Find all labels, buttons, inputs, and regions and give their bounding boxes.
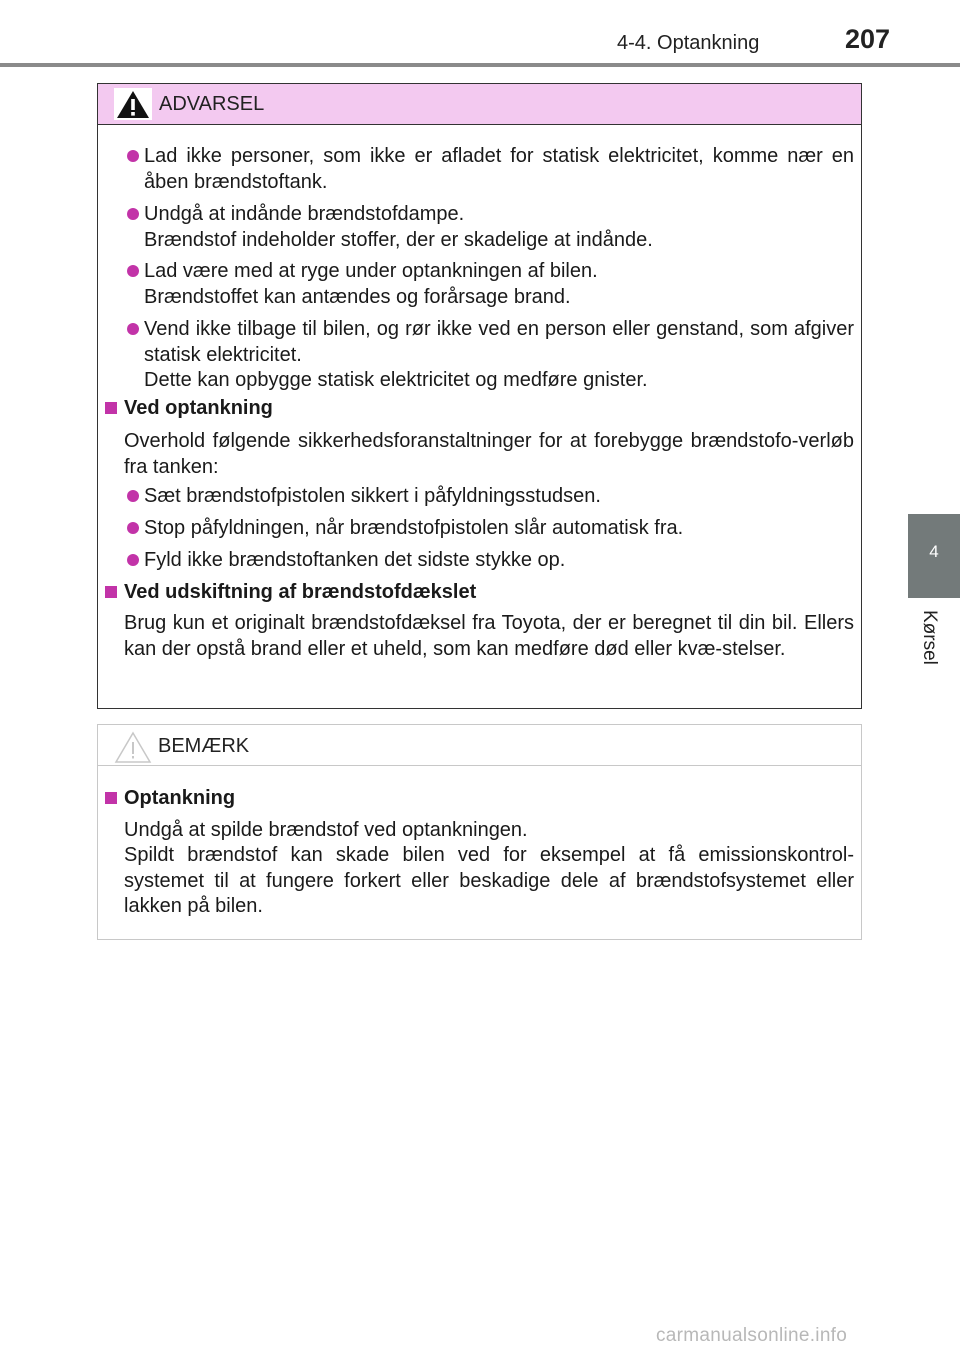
- bullet-icon: [127, 522, 139, 534]
- bullet-icon: [127, 323, 139, 335]
- notice-box: [97, 724, 862, 940]
- warning-triangle-icon: [114, 88, 152, 120]
- refuel-bullet-2: Stop påfyldningen, når brændstofpistolen slår automatisk fra.: [144, 517, 684, 539]
- page-header: [0, 0, 960, 70]
- warning-bullet-4-line-2: Dette kan opbygge statisk elektricitet og medføre gnister.: [144, 369, 648, 391]
- warning-bullet-3-line-1: Lad være med at ryge under optankningen af bilen.: [144, 260, 598, 282]
- notice-text-1: Undgå at spilde brændstof ved optankningen.: [124, 819, 528, 841]
- section-text-refueling: Overhold følgende sikkerhedsforanstaltninger for at forebygge brændstofo-verløb fra tanken:: [124, 430, 854, 478]
- page-number: 207: [845, 24, 891, 54]
- section-title: 4-4. Optankning: [617, 32, 760, 54]
- chapter-label-text: Kørsel: [919, 610, 940, 665]
- bullet-icon: [127, 490, 139, 502]
- notice-text-2: Spildt brændstof kan skade bilen ved for eksempel at få emissionskontrol-systemet til at fungere forkert eller beskadige dele af brændstofsystemet eller lakken på bilen.: [124, 844, 854, 917]
- notice-title: BEMÆRK: [158, 735, 250, 757]
- warning-bullet-2-line-1: Undgå at indånde brændstofdampe.: [144, 203, 465, 225]
- section-square-icon: [105, 402, 117, 414]
- bullet-icon: [127, 554, 139, 566]
- section-heading-optankning: Optankning: [124, 787, 236, 809]
- section-square-icon: [105, 792, 117, 804]
- warning-bullet-2-line-2: Brændstof indeholder stoffer, der er skadelige at indånde.: [144, 228, 653, 251]
- chapter-label: [906, 606, 946, 696]
- bullet-icon: [127, 150, 139, 162]
- chapter-tab[interactable]: [908, 514, 960, 598]
- bullet-icon: [127, 265, 139, 277]
- warning-bullet-2: [144, 202, 854, 253]
- refuel-bullet-1: Sæt brændstofpistolen sikkert i påfyldningsstudsen.: [144, 485, 601, 507]
- notice-box-header: [98, 725, 861, 766]
- warning-bullet-3-line-2: Brændstoffet kan antændes og forårsage brand.: [144, 285, 571, 308]
- warning-box-header: [98, 84, 861, 125]
- chapter-number: 4: [929, 542, 939, 561]
- refuel-bullet-3: Fyld ikke brændstoftanken det sidste stykke op.: [144, 549, 566, 571]
- section-heading-fuel-cap: Ved udskiftning af brændstofdækslet: [124, 581, 477, 603]
- header-divider: [0, 63, 960, 67]
- section-heading-refueling: Ved optankning: [124, 397, 273, 419]
- watermark: carmanualsonline.info: [656, 1325, 848, 1346]
- warning-bullet-4: [144, 317, 854, 394]
- section-text-fuel-cap: Brug kun et originalt brændstofdæksel fra Toyota, der er beregnet til din bil. Ellers kan der opstå brand eller et uheld, som kan medføre død eller kvæ-stelser.: [124, 612, 854, 660]
- section-square-icon: [105, 586, 117, 598]
- warning-bullet-3: [144, 259, 854, 310]
- warning-bullet-4-line-1: Vend ikke tilbage til bilen, og rør ikke ved en person eller genstand, som afgiver statisk elektricitet.: [144, 318, 854, 366]
- bullet-icon: [127, 208, 139, 220]
- warning-title: ADVARSEL: [159, 93, 265, 115]
- warning-bullet-1: Lad ikke personer, som ikke er afladet for statisk elektricitet, komme nær en åben brændstoftank.: [144, 145, 854, 193]
- caution-outline-triangle-icon: [114, 731, 152, 763]
- warning-box: [97, 83, 862, 709]
